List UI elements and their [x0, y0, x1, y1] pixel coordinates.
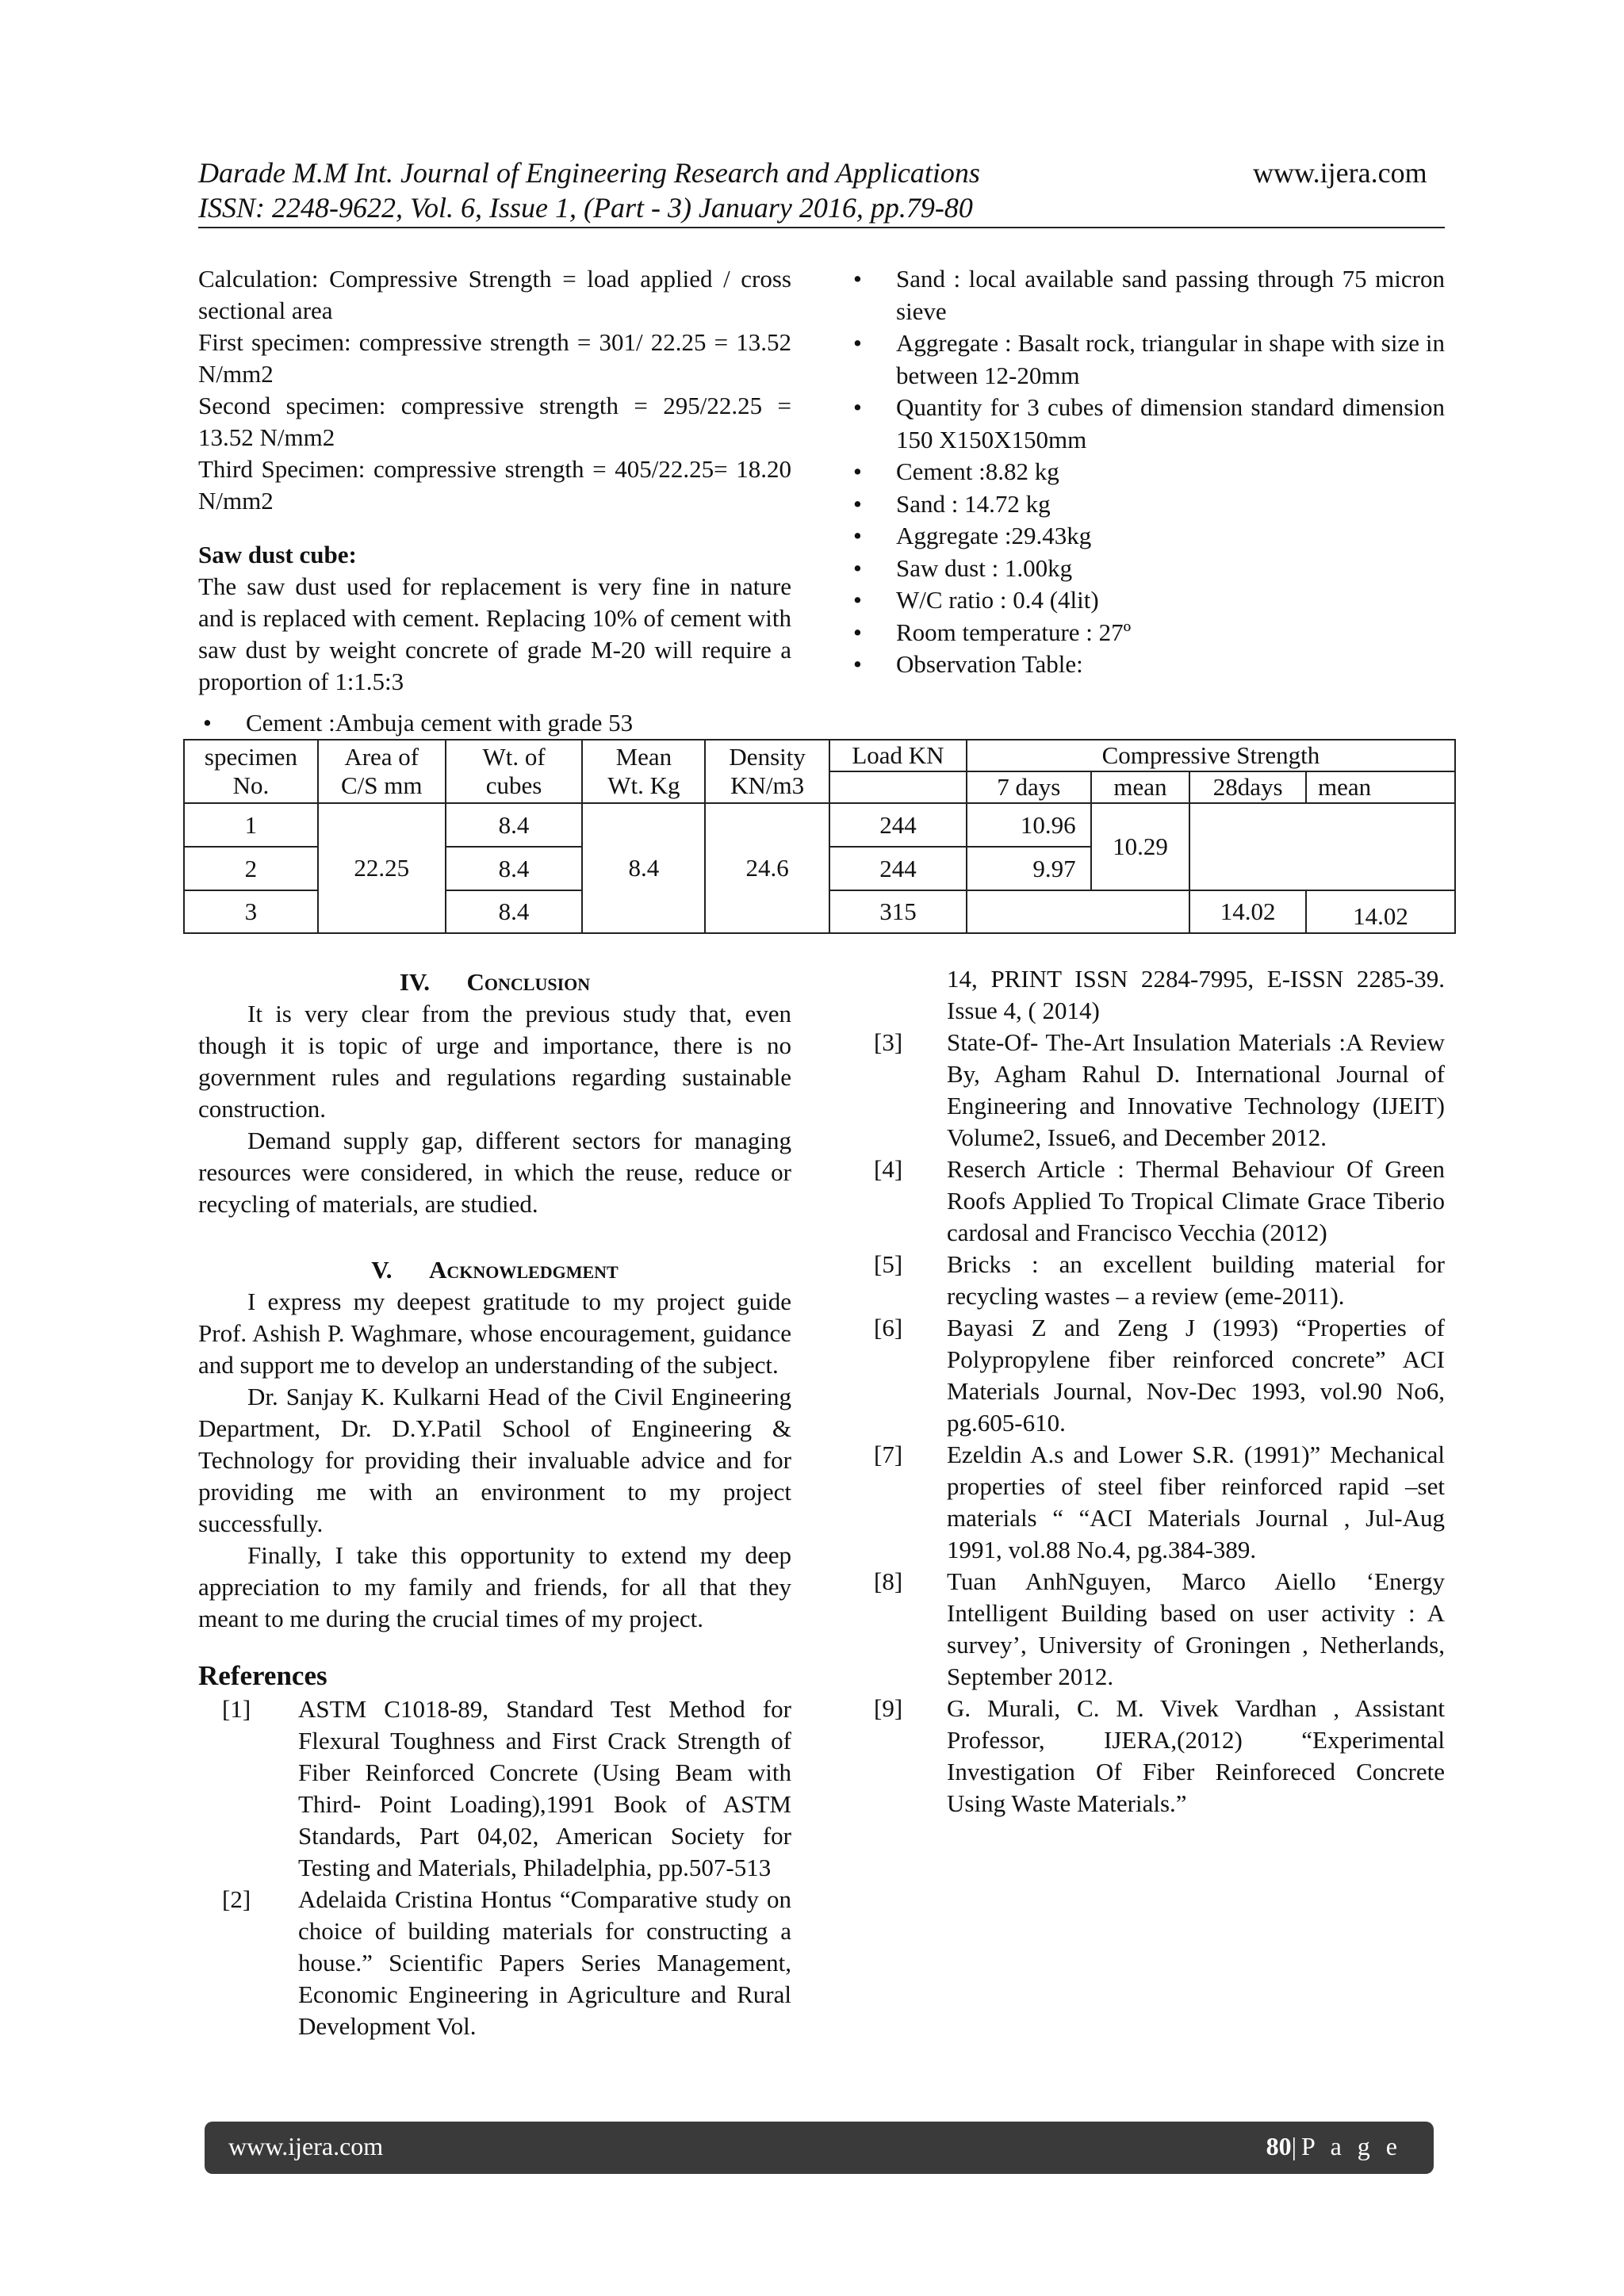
page-footer [205, 2122, 1434, 2174]
bullet-icon: • [853, 522, 862, 549]
cell-load: 244 [829, 803, 967, 847]
bullet-icon: • [853, 329, 862, 357]
saw-dust-body: The saw dust used for replacement is very fine in nature and is replaced with cement. Replacing 10% of cement with saw dust by weight concrete of grade M-20 will require a proportion of 1:1.5:3 [198, 572, 791, 695]
bullet-item: • Cement :8.82 kg [848, 456, 1445, 488]
observation-table [183, 739, 1456, 934]
reference-text: ASTM C1018-89, Standard Test Method for Flexural Toughness and First Crack Strength of Fiber Reinforced Concrete (Using Beam with Third- Point Loading),1991 Book of ASTM Standards, Part 04,02, American Society for Testing and Materials, Philadelphia, pp.507-513 [298, 1695, 791, 1881]
cell-7days-mean: 10.29 [1091, 803, 1190, 890]
reference-item [874, 1439, 1445, 1566]
reference-text: State-Of- The-Art Insulation Materials :A Review By, Agham Rahul D. International Journal of Engineering and Innovative Technology (IJEIT) Volume2, Issue6, and December 2012. [947, 1028, 1445, 1151]
cell-blank [967, 890, 1189, 933]
header-blank [829, 771, 967, 803]
reference-text: Bricks : an excellent building material for recycling wastes – a review (eme-2011). [947, 1250, 1445, 1310]
bullet-icon: • [853, 489, 862, 518]
cell-specimen: 1 [184, 803, 318, 847]
header-load: Load KN [829, 740, 967, 771]
cell-blank [1189, 803, 1455, 890]
bullet-item: • Room temperature : 27º [848, 617, 1445, 649]
cell-7days: 10.96 [967, 803, 1091, 847]
reference-number: [7] [874, 1441, 903, 1468]
cell-28days: 14.02 [1189, 890, 1306, 933]
acknowledgment-paragraph: I express my deepest gratitude to my project guide Prof. Ashish P. Waghmare, whose encouragement, guidance and support me to develop an understanding of the subject. [198, 1288, 791, 1379]
bullet-item: • Aggregate : Basalt rock, triangular in shape with size in between 12-20mm [853, 329, 1445, 389]
header-28days-mean: mean [1306, 771, 1455, 803]
cement-bullet-list [198, 707, 791, 740]
acknowledgment-heading: V. Acknowledgment [371, 1256, 619, 1284]
cell-specimen: 2 [184, 847, 318, 890]
header-specimen: specimen No. [184, 740, 318, 803]
header-area: Area of C/S mm [318, 740, 446, 803]
reference-item [874, 1566, 1445, 1693]
conclusion-paragraph: Demand supply gap, different sectors for managing resources were considered, in which the reuse, reduce or recycling of materials, are studied. [198, 1127, 791, 1218]
calc-line: Calculation: Compressive Strength = load applied / cross sectional area [198, 265, 791, 324]
cell-load: 244 [829, 847, 967, 890]
header-7days-mean: mean [1091, 771, 1190, 803]
reference-text: Bayasi Z and Zeng J (1993) “Properties of Polypropylene fiber reinforced concrete” ACI Materials Journal, Nov-Dec 1993, vol.90 No6, pg.605-610. [947, 1314, 1445, 1437]
bullet-item: • Observation Table: [848, 649, 1445, 681]
reference-continuation: 14, PRINT ISSN 2284-7995, E-ISSN 2285-39. Issue 4, ( 2014) [947, 965, 1445, 1024]
references-list-right [874, 1027, 1445, 1820]
right-bottom-column [874, 963, 1445, 1820]
header-mean-weight: Mean Wt. Kg [582, 740, 705, 803]
footer-website: www.ijera.com [228, 2132, 384, 2160]
reference-number: [4] [874, 1155, 903, 1183]
calc-line: Second specimen: compressive strength = 295/22.25 = 13.52 N/mm2 [198, 392, 791, 451]
reference-text: Tuan AnhNguyen, Marco Aiello ‘Energy Intelligent Building based on user activity : A survey’, University of Groningen , Netherlands, September 2012. [947, 1567, 1445, 1690]
conclusion-heading: IV. Conclusion [399, 968, 591, 996]
page-number: 80|P a g e [1266, 2132, 1402, 2160]
header-28days: 28days [1189, 771, 1306, 803]
reference-text: G. Murali, C. M. Vivek Vardhan , Assistant Professor, IJERA,(2012) “Experimental Investigation Of Fiber Reinforeced Concrete Using Waste Materials.” [947, 1694, 1445, 1817]
reference-number: [9] [874, 1694, 903, 1722]
cell-mean-weight: 8.4 [582, 803, 705, 933]
cell-weight: 8.4 [446, 847, 583, 890]
bullet-item: • Sand : local available sand passing through 75 micron sieve [853, 265, 1445, 325]
bullet-item: • Aggregate :29.43kg [848, 520, 1445, 553]
bullet-icon: • [853, 650, 862, 678]
reference-item [874, 1249, 1445, 1312]
cell-weight: 8.4 [446, 803, 583, 847]
cell-weight: 8.4 [446, 890, 583, 933]
reference-item [874, 1027, 1445, 1154]
calc-line: First specimen: compressive strength = 301/ 22.25 = 13.52 N/mm2 [198, 328, 791, 388]
reference-item [198, 1884, 791, 2042]
reference-text: Adelaida Cristina Hontus “Comparative study on choice of building materials for constructing a house.” Scientific Papers Series Management, Economic Engineering in Agriculture and Rural Development Vol. [298, 1885, 791, 2040]
bullet-item: • Cement :Ambuja cement with grade 53 [198, 707, 791, 740]
journal-website: www.ijera.com [1253, 157, 1427, 189]
bullet-item: • W/C ratio : 0.4 (4lit) [848, 584, 1445, 617]
cell-7days: 9.97 [967, 847, 1091, 890]
references-heading: References [198, 1660, 327, 1691]
calc-line: Third Specimen: compressive strength = 405/22.25= 18.20 N/mm2 [198, 455, 791, 515]
bullet-icon: • [853, 553, 862, 582]
header-density: Density KN/m3 [705, 740, 829, 803]
acknowledgment-paragraph: Finally, I take this opportunity to extend my deep appreciation to my family and friends, for all that they meant to me during the crucial times of my project. [198, 1541, 791, 1632]
header-rule [198, 227, 1445, 228]
header-compressive-strength: Compressive Strength [967, 740, 1455, 771]
cell-density: 24.6 [705, 803, 829, 933]
issn-line: ISSN: 2248-9622, Vol. 6, Issue 1, (Part - 3) January 2016, pp.79-80 [198, 192, 973, 224]
bullet-icon: • [853, 265, 862, 293]
reference-item [874, 1693, 1445, 1820]
cell-area: 22.25 [318, 803, 446, 933]
reference-item [874, 1154, 1445, 1249]
journal-title: Darade M.M Int. Journal of Engineering Research and Applications [198, 157, 980, 189]
table-row [184, 803, 1455, 847]
cell-28days-mean: 14.02 [1306, 890, 1455, 933]
left-bottom-column [198, 966, 791, 2042]
cell-load: 315 [829, 890, 967, 933]
cell-specimen: 3 [184, 890, 318, 933]
reference-text: Reserch Article : Thermal Behaviour Of Green Roofs Applied To Tropical Climate Grace Tiberio cardosal and Francisco Vecchia (2012) [947, 1155, 1445, 1246]
bullet-icon: • [853, 457, 862, 485]
reference-number: [2] [222, 1885, 251, 1913]
bullet-item: • Saw dust : 1.00kg [848, 553, 1445, 585]
reference-number: [8] [874, 1567, 903, 1595]
bullet-icon: • [853, 618, 862, 646]
reference-item [198, 1693, 791, 1884]
bullet-item: • Sand : 14.72 kg [848, 488, 1445, 521]
calculation-block [198, 263, 791, 698]
conclusion-paragraph: It is very clear from the previous study that, even though it is topic of urge and importance, there is no government rules and regulations regarding sustainable construction. [198, 1000, 791, 1123]
reference-number: [1] [222, 1695, 251, 1723]
bullet-icon: • [853, 586, 862, 614]
bullet-icon: • [853, 393, 862, 421]
reference-number: [5] [874, 1250, 903, 1278]
reference-text: Ezeldin A.s and Lower S.R. (1991)” Mechanical properties of steel fiber reinforced rapid –set materials “ “ACI Materials Journal , Jul-Aug 1991, vol.88 No.4, pg.384-389. [947, 1441, 1445, 1563]
saw-dust-heading: Saw dust cube: [198, 541, 357, 568]
materials-list [848, 263, 1445, 681]
bullet-icon: • [203, 709, 212, 737]
reference-item [874, 1312, 1445, 1439]
acknowledgment-paragraph: Dr. Sanjay K. Kulkarni Head of the Civil Engineering Department, Dr. D.Y.Patil School of Engineering & Technology for providing their invaluable advice and for providing me with an environment to my project successfully. [198, 1383, 791, 1537]
references-list-left [198, 1693, 791, 2042]
header-weight: Wt. of cubes [446, 740, 583, 803]
bullet-item: • Quantity for 3 cubes of dimension standard dimension 150 X150X150mm [853, 393, 1445, 453]
reference-number: [6] [874, 1314, 903, 1341]
reference-number: [3] [874, 1028, 903, 1056]
header-7days: 7 days [967, 771, 1091, 803]
